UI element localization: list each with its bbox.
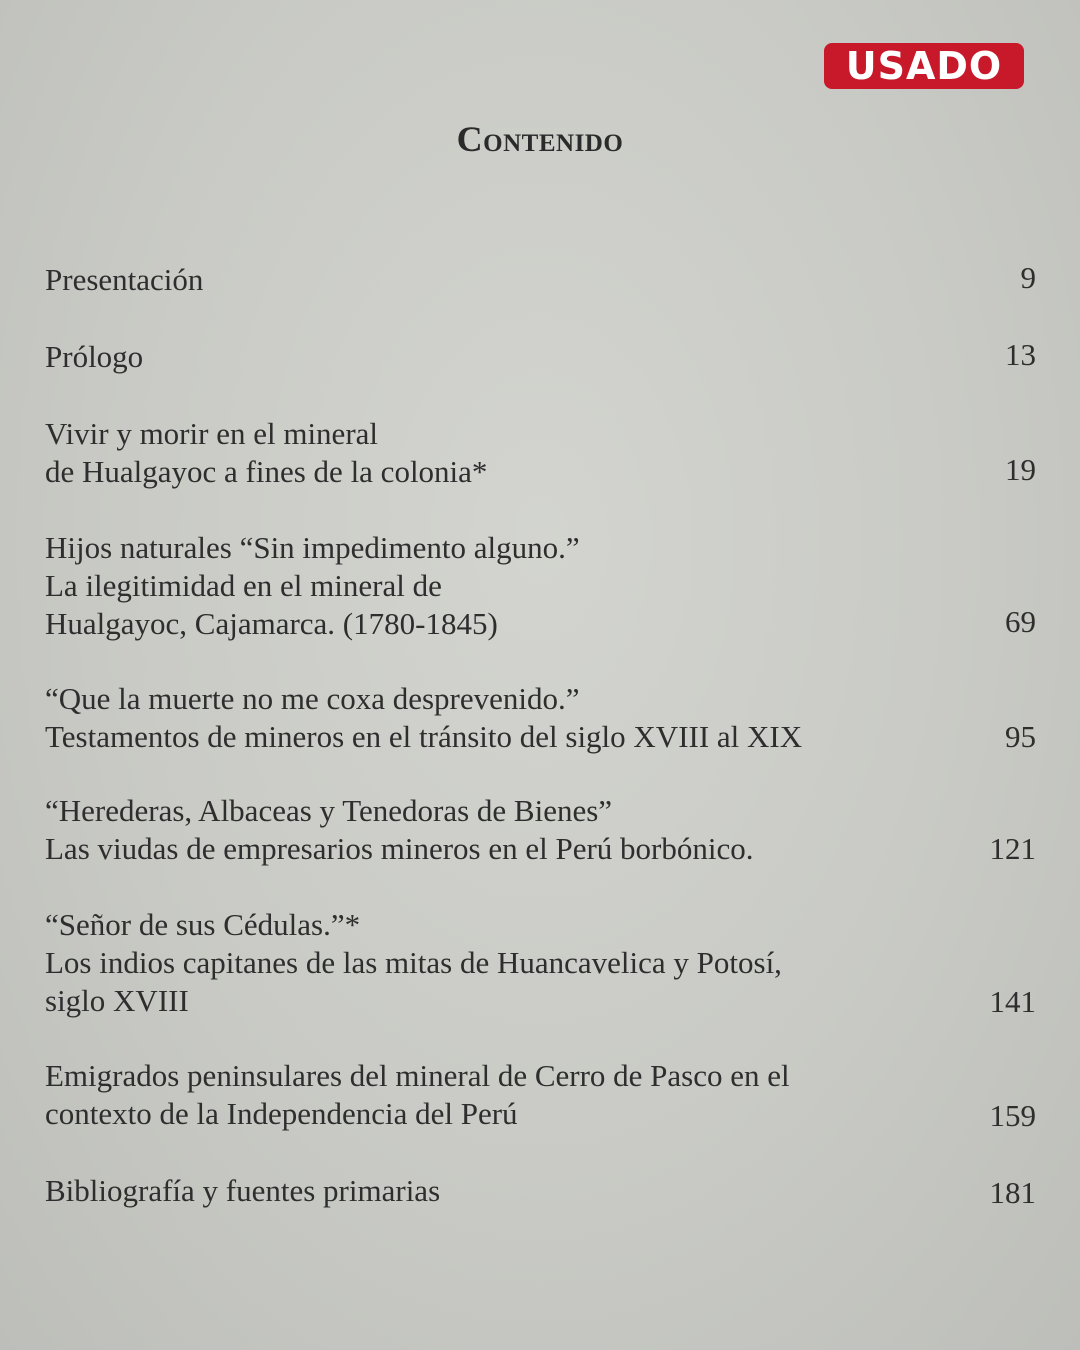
toc-entry-page: 9 [1020, 260, 1036, 295]
toc-entry-title [45, 792, 905, 868]
toc-entry-page: 181 [989, 1175, 1036, 1210]
toc-entry-title [45, 338, 905, 376]
toc-entry-title [45, 529, 905, 643]
toc-entry-line: de Hualgayoc a fines de la colonia* [45, 454, 488, 489]
toc-entry-line: Bibliografía y fuentes primarias [45, 1173, 441, 1208]
toc-entry-title [45, 1172, 905, 1210]
toc-entry-title [45, 261, 905, 299]
toc-entry-line: Emigrados peninsulares del mineral de Cerro de Pasco en el [45, 1058, 790, 1093]
toc-entry-line: “Que la muerte no me coxa desprevenido.” [45, 681, 580, 716]
toc-entry-line: “Herederas, Albaceas y Tenedoras de Bienes” [45, 793, 613, 828]
toc-entry-line: “Señor de sus Cédulas.”* [45, 907, 361, 942]
toc-entry-line: Presentación [45, 262, 204, 297]
toc-entry-line: Vivir y morir en el mineral [45, 416, 379, 451]
toc-entry-line: siglo XVIII [45, 983, 189, 1018]
toc-entry-page: 141 [989, 984, 1036, 1019]
toc-entry-line: Testamentos de mineros en el tránsito del siglo XVIII al XIX [45, 719, 803, 754]
toc-entry-title [45, 906, 905, 1020]
toc-entry-line: La ilegitimidad en el mineral de [45, 568, 442, 603]
page-title: Contenido [456, 119, 624, 159]
toc-entry-title [45, 1057, 905, 1133]
used-badge: USADO [824, 43, 1024, 89]
toc-entry-line: contexto de la Independencia del Perú [45, 1096, 518, 1131]
toc-entry-line: Hualgayoc, Cajamarca. (1780-1845) [45, 606, 498, 641]
toc-entry-page: 121 [989, 831, 1036, 866]
toc-entry-line: Las viudas de empresarios mineros en el Perú borbónico. [45, 831, 754, 866]
toc-entry-title [45, 680, 905, 756]
toc-entry-title [45, 415, 905, 491]
toc-entry-page: 95 [1005, 719, 1036, 754]
toc-entry-page: 69 [1005, 604, 1036, 639]
toc-entry-page: 19 [1005, 452, 1036, 487]
toc-entry-page: 159 [989, 1098, 1036, 1133]
toc-entry-line: Prólogo [45, 339, 144, 374]
toc-entry-page: 13 [1005, 337, 1036, 372]
toc-entry-line: Los indios capitanes de las mitas de Huancavelica y Potosí, [45, 945, 782, 980]
toc-entry-line: Hijos naturales “Sin impedimento alguno.” [45, 530, 580, 565]
